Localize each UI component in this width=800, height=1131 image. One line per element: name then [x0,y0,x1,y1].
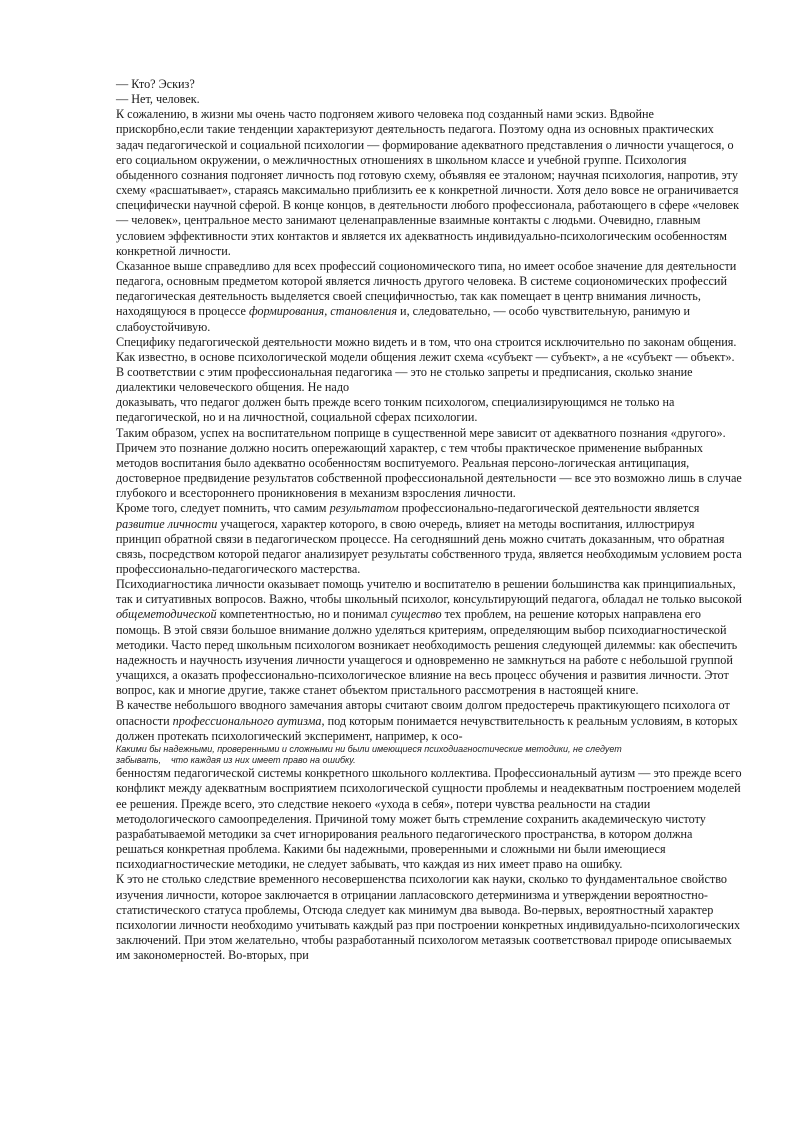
paragraph: Кроме того, следует помнить, что самим результатом профессионально-педагогической деятельности является развитие личности учащегося, характер которого, в свою очередь, влияет на методы воспитания, иллюстрируя принцип обратной связи в педагогическом процессе. На сегодняшний день можно считать доказанным, что обратная связь, посредством которой педагог анализирует результаты собственного труда, является необходимым условием роста профессионально-педагогического мастерства. [116,501,742,576]
dialogue-line: — Нет, человек. [116,92,200,107]
paragraph: К это не столько следствие временного несовершенства психологии как науки, сколько то фундаментальное свойство изучения личности, которое заключается в отрицании лапласовского детерминизма и утверждении вероятностно-статистического статуса проблемы, Отсюда следует как минимум два вывода. Во-первых, вероятностный характер психологии личности необходимо учитывать каждый раз при построении конкретных индивидуально-психологических заключений. При этом желательно, чтобы разработанный психологом метаязык соответствовал природе описываемых им закономерностей. Во-вторых, при [116,872,741,963]
paragraph: Сказанное выше справедливо для всех профессий социономического типа, но имеет особое значение для деятельности педагога, основным предметом которой является личность другого человека. В системе социономических профессий педагогическая деятельность выделяется своей специфичностью, так как помещает в центр внимания личность, находящуюся в процессе формирования, становления и, следовательно, — особо чувствительную, ранимую и слабоустойчивую. [116,258,737,334]
document-page [116,77,742,963]
paragraph: Психодиагностика личности оказывает помощь учителю и воспитателю в решении большинства как принципиальных, так и ситуативных вопросов. Важно, чтобы школьный психолог, консультирующий педагога, обладал не только высокой общеметодической компетентностью, но и понимал существо тех проблем, на решение которых направлена его помощь. В этой связи большое внимание должно уделяться критериям, определяющим выбор психодиагностической методики. Часто перед школьным психологом возникает необходимость решения следующей дилеммы: как обеспечить надежность и научность изучения личности учащегося и одновременно не замкнуться на работе с небольшой группой учащихся, а оказать профессионально-психологическое влияние на весь процесс обучения и развития личности. Этот вопрос, как и многие другие, также станет объектом пристального рассмотрения в настоящей книге. [116,577,742,698]
emphasis: формирования [248,304,325,319]
margin-note-line: Какими бы надежными, проверенными и сложными ни были имеющиеся психодиагностические методики, не следует [116,743,622,754]
paragraph: доказывать, что педагог должен быть прежде всего тонким психологом, специализирующимся не только на педагогической, но и на личностной, социальной сферах психологии. [116,395,675,425]
paragraph: В качестве небольшого вводного замечания авторы считают своим долгом предостеречь практикующего психолога от опасности профессионального аутизма, под которым понимается нечувствительность к реальным условиям, в которых должен протекать психологический эксперимент, например, к осо- [116,698,738,743]
emphasis: становления [330,304,397,319]
margin-note-line: забывать, что каждая из них имеет право на ошибку. [116,755,356,766]
emphasis: результатом [329,501,399,516]
emphasis: развитие личности [116,516,218,531]
paragraph: Специфику педагогической деятельности можно видеть и в том, что она строится исключительно по законам общения. Как известно, в основе психологической модели общения лежит схема «субъект — субъект», а не «субъект — объект». В соответствии с этим профессиональная педагогика — это не столько запреты и предписания, сколько знание диалектики человеческого общения. Не надо [116,334,737,395]
paragraph: бенностям педагогической системы конкретного школьного коллектива. Профессиональный аутизм — это прежде всего конфликт между адекватным восприятием психологической сущности проблемы и неадекватным построением моделей ее решения. Прежде всего, это следствие некоего «ухода в себя», потери чувства реальности на стадии методологического самоопределения. Причиной тому может быть стремление сохранить академическую чистоту разрабатываемой методики за счет игнорирования реального педагогического пространства, в котором должна решаться конкретная проблема. Какими бы надежными, проверенными и сложными ни были имеющиеся психодиагностические методики, не следует забывать, что каждая из них имеет право на ошибку. [116,766,742,872]
margin-note [116,744,742,766]
emphasis: общеметодической [116,607,217,622]
paragraph: Таким образом, успех на воспитательном поприще в существенной мере зависит от адекватного познания «другого». Причем это познание должно носить опережающий характер, с тем чтобы практическое применение выбранных методов воспитания было адекватно особенностям воспитуемого. Реальная персоно-логическая антиципация, достоверное предвидение результатов собственной профессиональной деятельности — все это возможно лишь в случае глубокого и всестороннего проникновения в механизм взросления личности. [116,425,742,501]
emphasis: профессионального аутизма [172,713,322,728]
dialogue-line: — Кто? Эскиз? [116,77,195,91]
emphasis: существо [390,607,442,622]
paragraph: К сожалению, в жизни мы очень часто подгоняем живого человека под созданный нами эскиз. Вдвойне прискорбно,если такие тенденции характеризуют деятельность педагога. Поэтому одна из основных практических задач педагогической и социальной психологии — формирование адекватного представления о личности учащегося, о его социальном окружении, о межличностных отношениях в школьном классе и учебной группе. Психология обыденного сознания подгоняет личность под готовую схему, объявляя ее эталоном; научная психология, напротив, эту схему «расшатывает», стараясь максимально приблизить ее к конкретной личности. Хотя дело вовсе не ограничивается специфически научной сферой. В конце концов, в деятельности любого профессионала, работающего в сфере «человек — человек», центральное место занимают целенаправленные взаимные контакты с людьми. Очевидно, главным условием эффективности этих контактов и является их адекватность индивидуально-психологическим особенностям конкретной личности. [116,107,739,258]
